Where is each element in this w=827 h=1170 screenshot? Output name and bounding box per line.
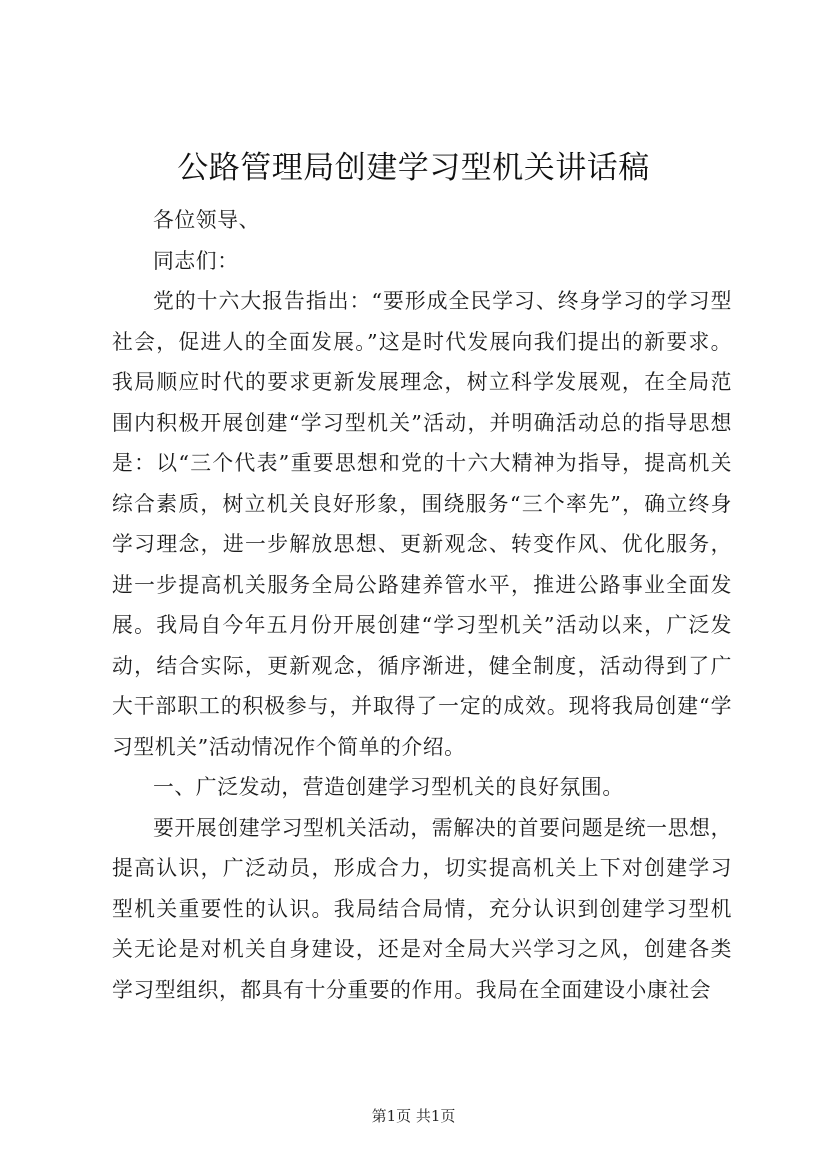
body-paragraph: 党的十六大报告指出：“要形成全民学习、终身学习的学习型社会，促进人的全面发展。”这是时代发展向我们提出的新要求。我局顺应时代的要求更新发展理念，树立科学发展观，在全局范围内积极开展创建“学习型机关”活动，并明确活动总的指导思想是：以“三个代表”重要思想和党的十六大精神为指导，提高机关综合素质，树立机关良好形象，围绕服务“三个率先”，确立终身学习理念，进一步解放思想、更新观念、转变作风、优化服务，进一步提高机关服务全局公路建养管水平，推进公路事业全面发展。我局自今年五月份开展创建“学习型机关”活动以来，广泛发动，结合实际，更新观念，循序渐进，健全制度，活动得到了广大干部职工的积极参与，并取得了一定的成效。现将我局创建“学习型机关”活动情况作个简单的介绍。	[112, 289, 732, 759]
section-heading: 一、广泛发动，营造创建学习型机关的良好氛围。	[153, 775, 624, 799]
document-body	[112, 200, 732, 1010]
document-title: 公路管理局创建学习型机关讲话稿	[177, 150, 650, 186]
page-footer: 第1页 共1页	[371, 1107, 456, 1125]
salutation-line-1: 各位领导、	[153, 208, 260, 232]
body-paragraph: 要开展创建学习型机关活动，需解决的首要问题是统一思想，提高认识，广泛动员，形成合力，切实提高机关上下对创建学习型机关重要性的认识。我局结合局情，充分认识到创建学习型机关无论是对机关自身建设，还是对全局大兴学习之风，创建各类学习型组织，都具有十分重要的作用。我局在全面建设小康社会	[112, 815, 732, 1002]
salutation-line-2: 同志们：	[153, 248, 239, 273]
